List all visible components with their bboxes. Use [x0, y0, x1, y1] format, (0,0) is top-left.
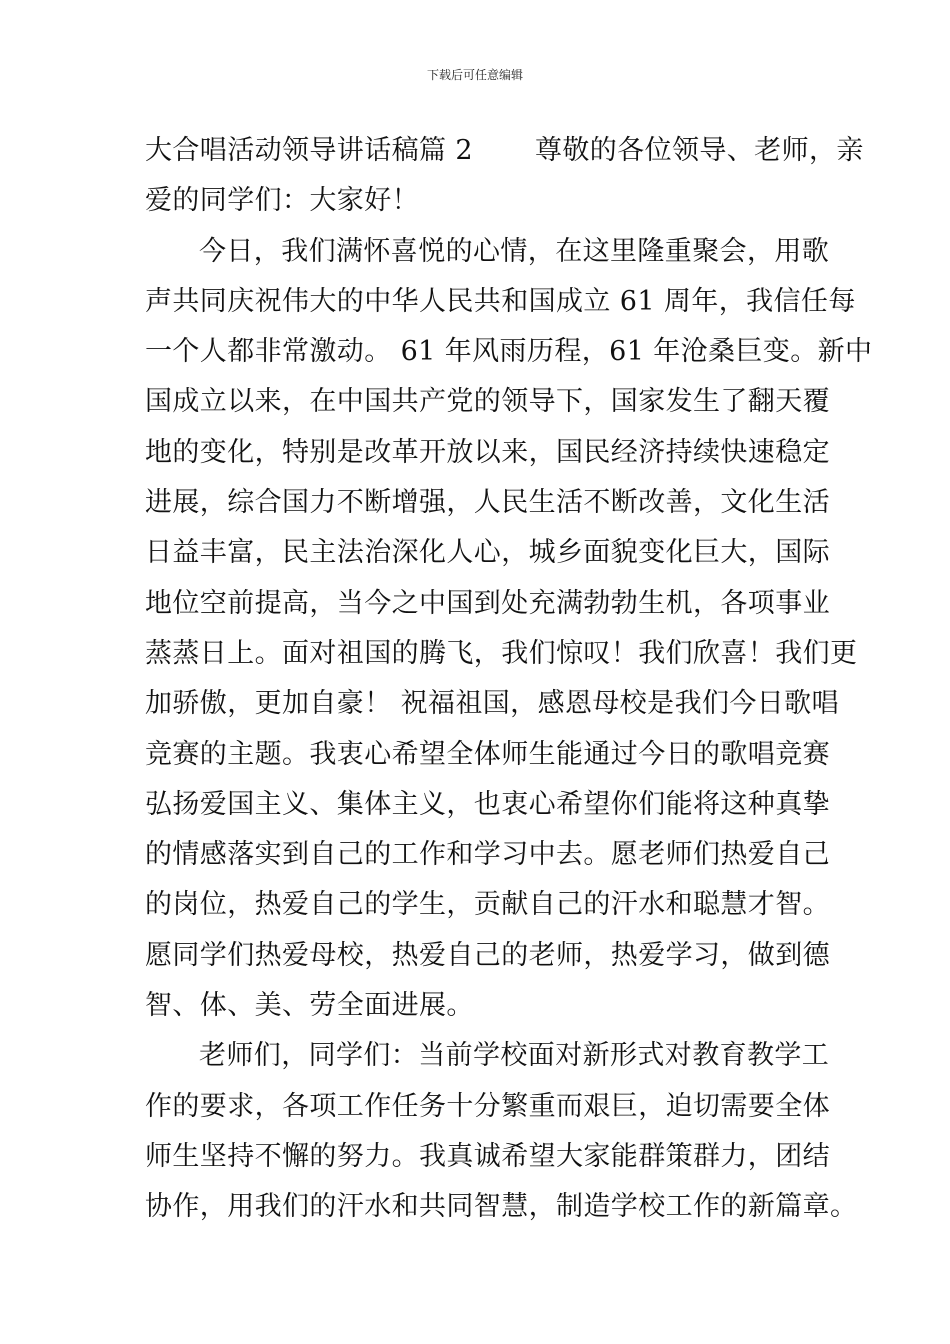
paragraph-line: 地的变化，特别是改革开放以来，国民经济持续快速稳定: [145, 436, 830, 468]
paragraph-1: [145, 227, 873, 1032]
paragraph-line: 一个人都非常激动。 61 年风雨历程，61 年沧桑巨变。新中: [145, 336, 873, 368]
paragraph-line: 老师们，同学们：当前学校面对新形式对教育教学工: [199, 1040, 830, 1072]
paragraph-line: 进展，综合国力不断增强，人民生活不断改善，文化生活: [145, 487, 830, 519]
paragraph-line: 声共同庆祝伟大的中华人民共和国成立 61 周年，我信任每: [145, 285, 856, 317]
page-header-note: 下载后可任意编辑: [426, 68, 523, 82]
document-body: [145, 126, 873, 1233]
paragraph-line: 今日，我们满怀喜悦的心情，在这里隆重聚会，用歌: [199, 235, 830, 267]
paragraph-line: 作的要求，各项工作任务十分繁重而艰巨，迫切需要全体: [145, 1090, 830, 1122]
paragraph-line: 国成立以来，在中国共产党的领导下，国家发生了翻天覆: [145, 386, 830, 418]
paragraph-line: 日益丰富，民主法治深化人心，城乡面貌变化巨大，国际: [145, 537, 830, 569]
paragraph-line: 的岗位，热爱自己的学生，贡献自己的汗水和聪慧才智。: [145, 889, 830, 921]
paragraph-line: 智、体、美、劳全面进展。: [145, 990, 474, 1022]
paragraph-2: [145, 1031, 858, 1232]
title-line: [145, 126, 864, 176]
paragraph-line: 的情感落实到自己的工作和学习中去。愿老师们热爱自己: [145, 839, 830, 871]
document-title: 大合唱活动领导讲话稿篇 2: [145, 135, 473, 166]
paragraph-line: 加骄傲，更加自豪！ 祝福祖国，感恩母校是我们今日歌唱: [145, 688, 839, 720]
greeting-continuation: 爱的同学们：大家好！: [145, 185, 419, 217]
paragraph-line: 协作，用我们的汗水和共同智慧，制造学校工作的新篇章。: [145, 1191, 858, 1223]
paragraph-line: 地位空前提高，当今之中国到处充满勃勃生机，各项事业: [145, 587, 830, 619]
paragraph-line: 师生坚持不懈的努力。我真诚希望大家能群策群力，团结: [145, 1140, 830, 1172]
paragraph-line: 愿同学们热爱母校，热爱自己的老师，热爱学习，做到德: [145, 939, 830, 971]
paragraph-line: 竞赛的主题。我衷心希望全体师生能通过今日的歌唱竞赛: [145, 738, 830, 770]
paragraph-line: 蒸蒸日上。面对祖国的腾飞，我们惊叹！我们欣喜！我们更: [145, 637, 858, 669]
paragraph-line: 弘扬爱国主义、集体主义，也衷心希望你们能将这种真挚: [145, 788, 830, 820]
greeting-text: 尊敬的各位领导、老师，亲: [534, 135, 864, 166]
